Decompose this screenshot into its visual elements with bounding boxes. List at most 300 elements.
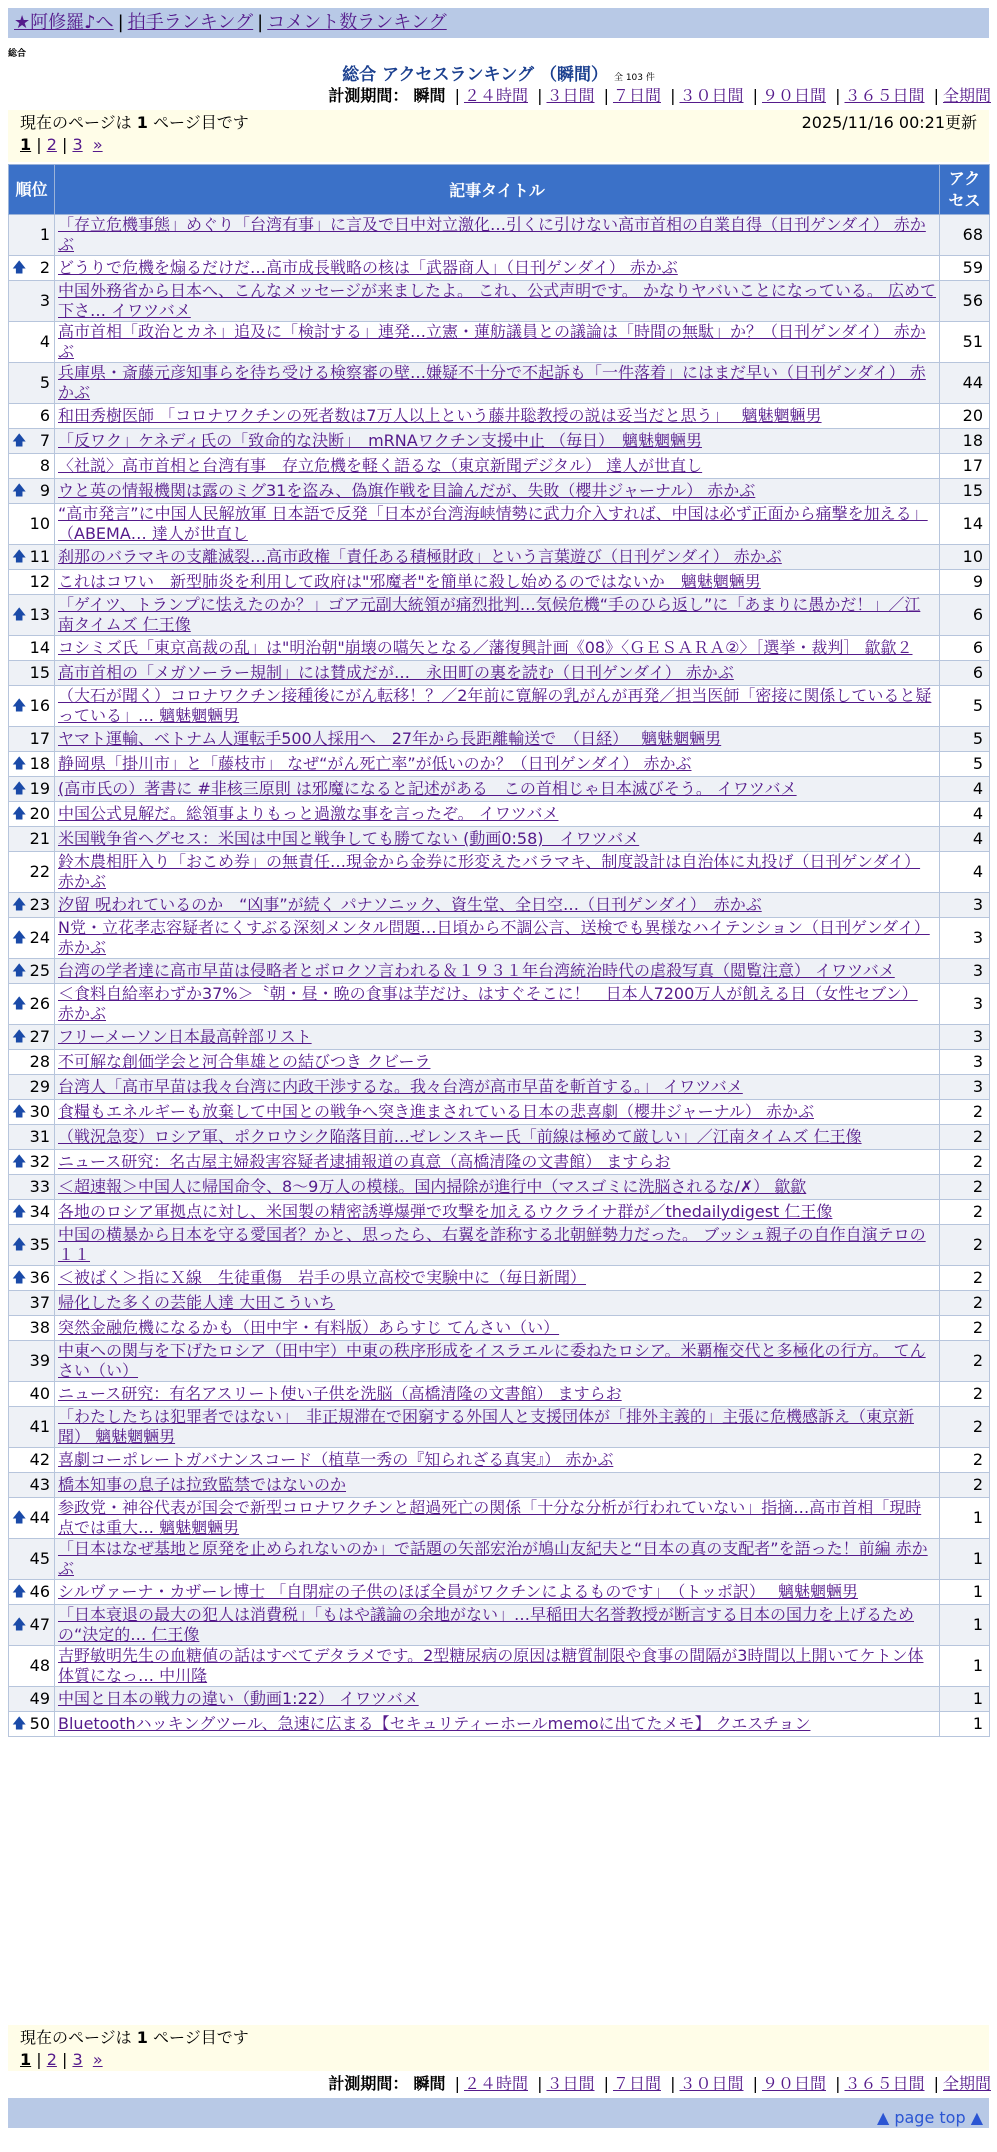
access-count: 3 bbox=[940, 959, 990, 984]
period-link-30d[interactable]: ３０日間 bbox=[679, 86, 744, 105]
rank-cell bbox=[9, 404, 55, 429]
arrow-up-icon: 🡅 bbox=[12, 756, 27, 772]
access-count: 5 bbox=[940, 752, 990, 777]
rank-number: 18 bbox=[29, 754, 50, 773]
rank-cell bbox=[9, 1075, 55, 1100]
table-row bbox=[9, 1382, 990, 1407]
article-link[interactable]: ＜被ばく＞指にＸ線 生徒重傷 岩手の県立高校で実験中に（毎日新聞） bbox=[58, 1268, 587, 1287]
article-link[interactable]: 中国と日本の戦力の違い（動画1:22） イワツバメ bbox=[58, 1689, 419, 1708]
title-cell bbox=[55, 1473, 940, 1498]
article-link[interactable]: 「ゲイツ、トランプに怯えたのか？」ゴア元副大統領が痛烈批判…気候危機“手のひら返し”に「あまりに愚かだ！」／江南タイムズ 仁王像 bbox=[58, 595, 921, 634]
access-count: 3 bbox=[940, 1025, 990, 1050]
rank-number: 11 bbox=[29, 547, 50, 566]
rank-number: 10 bbox=[29, 514, 50, 533]
table-row bbox=[9, 1225, 990, 1266]
article-link[interactable]: どうりで危機を煽るだけだ…高市成長戦略の核は「武器商人」（日刊ゲンダイ） 赤かぶ bbox=[58, 258, 678, 277]
title-cell bbox=[55, 752, 940, 777]
rank-cell bbox=[9, 918, 55, 959]
arrow-up-icon: 🡅 bbox=[12, 1716, 27, 1732]
rank-cell bbox=[9, 727, 55, 752]
arrow-up-icon: 🡅 bbox=[12, 1617, 27, 1633]
access-count: 6 bbox=[940, 595, 990, 636]
rank-cell bbox=[9, 827, 55, 852]
article-link[interactable]: 不可解な創価学会と河合隼雄との結びつき クビーラ bbox=[58, 1052, 431, 1071]
rank-cell bbox=[9, 661, 55, 686]
access-count: 6 bbox=[940, 636, 990, 661]
rank-number: 21 bbox=[29, 829, 50, 848]
article-link[interactable]: コシミズ氏「東京高裁の乱」は"明治朝"崩壊の嚆矢となる／藩復興計画《08》〈ＧＥＳＡＲＡ②〉［選挙・裁判］ 歙歙２ bbox=[58, 638, 913, 657]
article-link[interactable]: 鈴木農相肝入り「おこめ券」の無責任…現金から金券に形変えたバラマキ、制度設計は自治体に丸投げ（日刊ゲンダイ） 赤かぶ bbox=[58, 852, 921, 891]
rank-cell bbox=[9, 1382, 55, 1407]
access-count: 3 bbox=[940, 984, 990, 1025]
clap-ranking-link[interactable]: 拍手ランキング bbox=[127, 12, 254, 33]
arrow-up-icon: 🡅 bbox=[12, 930, 27, 946]
arrow-up-icon: 🡅 bbox=[12, 1270, 27, 1286]
article-link[interactable]: ＜超速報＞中国人に帰国命令、8〜9万人の模様。国内掃除が進行中（マスゴミに洗脳されるな/✗） 歙歙 bbox=[58, 1177, 807, 1196]
title-cell bbox=[55, 1316, 940, 1341]
period-separator: | bbox=[670, 86, 676, 105]
ranking-title-text: 総合 アクセスランキング （瞬間） bbox=[342, 65, 608, 85]
rank-cell bbox=[9, 1316, 55, 1341]
table-row bbox=[9, 545, 990, 570]
comment-ranking-link[interactable]: コメント数ランキング bbox=[267, 12, 447, 33]
col-access-header bbox=[940, 165, 990, 215]
period-separator: | bbox=[835, 2074, 841, 2093]
title-cell bbox=[55, 1539, 940, 1580]
table-row bbox=[9, 1539, 990, 1580]
table-row bbox=[9, 1050, 990, 1075]
table-row bbox=[9, 636, 990, 661]
rank-cell bbox=[9, 363, 55, 404]
period-separator: | bbox=[454, 86, 460, 105]
period-separator: | bbox=[603, 86, 609, 105]
rank-number: 30 bbox=[29, 1102, 50, 1121]
access-count: 2 bbox=[940, 1407, 990, 1448]
article-link[interactable]: ウと英の情報機関は露のミグ31を盗み、偽旗作戦を目論んだが、失敗（櫻井ジャーナル） 赤かぶ bbox=[58, 481, 756, 500]
rank-cell bbox=[9, 545, 55, 570]
rank-cell bbox=[9, 429, 55, 454]
rank-number: 2 bbox=[39, 258, 50, 277]
arrow-up-icon: 🡅 bbox=[12, 1237, 27, 1253]
article-link[interactable]: 中国外務省から日本へ、こんなメッセージが来ましたよ。 これ、公式声明です。 かなりヤバいことになっている。 広めて下さ… イワツバメ bbox=[58, 281, 936, 320]
rank-number: 48 bbox=[29, 1656, 50, 1675]
article-link[interactable]: 高市首相の「メガソーラー規制」には賛成だが… 永田町の裏を読む（日刊ゲンダイ） 赤かぶ bbox=[58, 663, 734, 682]
table-row bbox=[9, 215, 990, 256]
rank-cell bbox=[9, 1498, 55, 1539]
rank-number: 41 bbox=[29, 1417, 50, 1436]
title-cell bbox=[55, 1580, 940, 1605]
period-link-all[interactable]: 全期間 bbox=[942, 86, 991, 105]
rank-number: 5 bbox=[39, 373, 50, 392]
access-count: 2 bbox=[940, 1125, 990, 1150]
article-link[interactable]: 台湾人「高市早苗は我々台湾に内政干渉するな。我々台湾が高市早苗を斬首する。」 イワツバメ bbox=[58, 1077, 743, 1096]
access-count: 2 bbox=[940, 1473, 990, 1498]
period-separator: | bbox=[603, 2074, 609, 2093]
title-cell bbox=[55, 215, 940, 256]
article-link[interactable]: 汐留 呪われているのか “凶事”が続く パナソニック、資生堂、全日空…（日刊ゲンダイ） 赤かぶ bbox=[58, 895, 762, 914]
page-next-link[interactable]: » bbox=[92, 135, 103, 154]
article-link[interactable]: 「反ワク」ケネディ氏の「致命的な決断」 mRNAワクチン支援中止 （毎日） 魑魅魍魎男 bbox=[58, 431, 702, 450]
article-link[interactable]: 吉野敏明先生の血糖値の話はすべてデタラメです。2型糖尿病の原因は糖質制限や食事の間隔が3時間以上開いてケトン体体質になっ… 中川隆 bbox=[58, 1646, 924, 1685]
access-count: 5 bbox=[940, 727, 990, 752]
table-row bbox=[9, 479, 990, 504]
col-title-header: 記事タイトル bbox=[55, 165, 940, 215]
article-link[interactable]: これはコワい 新型肺炎を利用して政府は"邪魔者"を簡単に殺し始めるのではないか 魑魅魍魎男 bbox=[58, 572, 761, 591]
arrow-up-icon: 🡅 bbox=[12, 781, 27, 797]
period-link-365d[interactable]: ３６５日間 bbox=[844, 2074, 925, 2093]
title-cell bbox=[55, 256, 940, 281]
table-row bbox=[9, 984, 990, 1025]
rank-number: 19 bbox=[29, 779, 50, 798]
article-link[interactable]: 突然金融危機になるかも（田中宇・有料版）あらすじ てんさい（い） bbox=[58, 1318, 560, 1337]
article-link[interactable]: 「存立危機事態」めぐり「台湾有事」に言及で日中対立激化…引くに引けない高市首相の自業自得（日刊ゲンダイ） 赤かぶ bbox=[58, 215, 926, 254]
article-link[interactable]: 兵庫県・斎藤元彦知事らを待ち受ける検察審の壁…嫌疑不十分で不起訴も「一件落着」にはまだ早い（日刊ゲンダイ） 赤かぶ bbox=[58, 363, 926, 402]
rank-number: 29 bbox=[29, 1077, 50, 1096]
rank-number: 20 bbox=[29, 804, 50, 823]
table-row bbox=[9, 1448, 990, 1473]
title-cell bbox=[55, 1175, 940, 1200]
article-link[interactable]: 「日本はなぜ基地と原発を止められないのか」で話題の矢部宏治が鳩山友紀夫と“日本の真の支配者”を語った！前編 赤かぶ bbox=[58, 1539, 928, 1578]
title-cell bbox=[55, 570, 940, 595]
ranking-body bbox=[9, 215, 990, 1737]
page-link-2[interactable]: 2 bbox=[46, 2050, 57, 2069]
title-cell bbox=[55, 1605, 940, 1646]
title-cell bbox=[55, 661, 940, 686]
rank-number: 1 bbox=[39, 225, 50, 244]
rank-cell bbox=[9, 215, 55, 256]
rank-number: 46 bbox=[29, 1582, 50, 1601]
period-current: 瞬間 bbox=[413, 86, 446, 105]
rank-cell bbox=[9, 802, 55, 827]
article-link[interactable]: シルヴァーナ・カザーレ博士 「自閉症の子供のほぼ全員がワクチンによるものです」 （トッポ訳） 魑魅魍魎男 bbox=[58, 1582, 859, 1601]
table-row bbox=[9, 281, 990, 322]
title-cell bbox=[55, 636, 940, 661]
rank-cell bbox=[9, 1448, 55, 1473]
footer-bar bbox=[8, 2098, 989, 2128]
page-top bbox=[877, 2108, 983, 2127]
article-link[interactable]: 各地のロシア軍拠点に対し、米国製の精密誘導爆弾で攻撃を加えるウクライナ群が／thedailydigest 仁王像 bbox=[58, 1202, 833, 1221]
arrow-up-icon: 🡅 bbox=[12, 260, 27, 276]
article-link[interactable]: ニュース研究：有名アスリート使い子供を洗脳（高橋清隆の文書館） ますらお bbox=[58, 1384, 622, 1403]
rank-number: 8 bbox=[39, 456, 50, 475]
title-cell bbox=[55, 1341, 940, 1382]
pager-bottom bbox=[8, 2025, 989, 2071]
access-count: 2 bbox=[940, 1341, 990, 1382]
access-count: 4 bbox=[940, 802, 990, 827]
rank-cell bbox=[9, 1225, 55, 1266]
title-cell bbox=[55, 984, 940, 1025]
rank-number: 50 bbox=[29, 1714, 50, 1733]
arrow-up-icon: 🡅 bbox=[12, 1584, 27, 1600]
rank-number: 4 bbox=[39, 332, 50, 351]
access-count: 17 bbox=[940, 454, 990, 479]
access-count: 44 bbox=[940, 363, 990, 404]
title-cell bbox=[55, 363, 940, 404]
rank-number: 12 bbox=[29, 572, 50, 591]
access-count: 4 bbox=[940, 777, 990, 802]
rank-number: 26 bbox=[29, 994, 50, 1013]
period-link-24h[interactable]: ２４時間 bbox=[463, 2074, 528, 2093]
rank-cell bbox=[9, 1687, 55, 1712]
access-count: 1 bbox=[940, 1712, 990, 1737]
article-link[interactable]: （戦況急変）ロシア軍、ポクロウシク陥落目前…ゼレンスキー氏「前線は極めて厳しい」／江南タイムズ 仁王像 bbox=[58, 1127, 862, 1146]
article-link[interactable]: 和田秀樹医師 「コロナワクチンの死者数は7万人以上という藤井聡教授の説は妥当だと思う」 魑魅魍魎男 bbox=[58, 406, 822, 425]
title-cell bbox=[55, 595, 940, 636]
rank-number: 24 bbox=[29, 928, 50, 947]
table-row bbox=[9, 1200, 990, 1225]
rank-number: 27 bbox=[29, 1027, 50, 1046]
period-link-7d[interactable]: ７日間 bbox=[612, 2074, 661, 2093]
title-cell bbox=[55, 1266, 940, 1291]
table-row bbox=[9, 1407, 990, 1448]
access-count: 2 bbox=[940, 1291, 990, 1316]
rank-cell bbox=[9, 1125, 55, 1150]
table-row bbox=[9, 504, 990, 545]
pager-top bbox=[8, 110, 989, 162]
period-link-7d[interactable]: ７日間 bbox=[612, 86, 661, 105]
page-link-2[interactable]: 2 bbox=[46, 135, 57, 154]
page-top-link[interactable]: ▲ page top ▲ bbox=[876, 2108, 983, 2127]
rank-cell bbox=[9, 777, 55, 802]
rank-cell bbox=[9, 281, 55, 322]
title-cell bbox=[55, 1150, 940, 1175]
page-status-number: 1 bbox=[136, 2028, 148, 2047]
rank-cell bbox=[9, 1175, 55, 1200]
article-link[interactable]: 帰化した多くの芸能人達 大田こういち bbox=[58, 1293, 336, 1312]
access-count: 1 bbox=[940, 1605, 990, 1646]
table-row bbox=[9, 893, 990, 918]
rank-cell bbox=[9, 1150, 55, 1175]
arrow-up-icon: 🡅 bbox=[12, 963, 27, 979]
title-cell bbox=[55, 1687, 940, 1712]
access-count: 1 bbox=[940, 1539, 990, 1580]
arrow-up-icon: 🡅 bbox=[12, 996, 27, 1012]
rank-number: 47 bbox=[29, 1615, 50, 1634]
table-row bbox=[9, 918, 990, 959]
access-count: 18 bbox=[940, 429, 990, 454]
access-count: 2 bbox=[940, 1200, 990, 1225]
period-separator: | bbox=[537, 2074, 543, 2093]
rank-number: 38 bbox=[29, 1318, 50, 1337]
article-link[interactable]: N党・立花孝志容疑者にくすぶる深刻メンタル問題…日頃から不調公言、送検でも異様なハイテンション（日刊ゲンダイ） 赤かぶ bbox=[58, 918, 930, 957]
title-cell bbox=[55, 479, 940, 504]
page-status-number: 1 bbox=[136, 113, 148, 132]
table-row bbox=[9, 1473, 990, 1498]
rank-number: 3 bbox=[39, 291, 50, 310]
rank-cell bbox=[9, 1473, 55, 1498]
table-row bbox=[9, 1175, 990, 1200]
article-link[interactable]: （大石が聞く）コロナワクチン接種後にがん転移！？／2年前に寛解の乳がんが再発／担当医師「密接に関係していると疑っている」… 魑魅魍魎男 bbox=[58, 686, 932, 725]
title-cell bbox=[55, 1646, 940, 1687]
page-status-prefix: 現在のページは bbox=[20, 2028, 132, 2047]
access-count: 3 bbox=[940, 893, 990, 918]
nav-separator: | bbox=[257, 12, 264, 33]
page-current: 1 bbox=[20, 135, 32, 154]
article-link[interactable]: 〈社説〉高市首相と台湾有事 存立危機を軽く語るな（東京新聞デジタル） 達人が世直し bbox=[58, 456, 703, 475]
rank-cell bbox=[9, 1407, 55, 1448]
page-link-3[interactable]: 3 bbox=[72, 135, 83, 154]
rank-cell bbox=[9, 1266, 55, 1291]
period-link-24h[interactable]: ２４時間 bbox=[463, 86, 528, 105]
access-count: 2 bbox=[940, 1225, 990, 1266]
access-count: 2 bbox=[940, 1316, 990, 1341]
period-link-90d[interactable]: ９０日間 bbox=[761, 86, 826, 105]
table-row bbox=[9, 1150, 990, 1175]
period-link-30d[interactable]: ３０日間 bbox=[679, 2074, 744, 2093]
rank-cell bbox=[9, 636, 55, 661]
rank-cell bbox=[9, 1539, 55, 1580]
article-link[interactable]: 橋本知事の息子は拉致監禁ではないのか bbox=[58, 1475, 347, 1494]
article-link[interactable]: 刹那のバラマキの支離滅裂…高市政権「責任ある積極財政」という言葉遊び（日刊ゲンダイ） 赤かぶ bbox=[58, 547, 782, 566]
access-count: 20 bbox=[940, 404, 990, 429]
article-link[interactable]: 「日本衰退の最大の犯人は消費税」「もはや議論の余地がない」…早稲田大名誉教授が断言する日本の国力を上げるための“決定的… 仁王像 bbox=[58, 1605, 915, 1644]
rank-cell bbox=[9, 1580, 55, 1605]
period-link-3d[interactable]: ３日間 bbox=[546, 2074, 595, 2093]
rank-number: 35 bbox=[29, 1235, 50, 1254]
access-count: 59 bbox=[940, 256, 990, 281]
rank-number: 36 bbox=[29, 1268, 50, 1287]
article-link[interactable]: 喜劇コーポレートガバナンスコード（植草一秀の『知られざる真実』） 赤かぶ bbox=[58, 1450, 614, 1469]
title-cell bbox=[55, 404, 940, 429]
title-cell bbox=[55, 545, 940, 570]
article-link[interactable]: 「わたしたちは犯罪者ではない」 非正規滞在で困窮する外国人と支援団体が「排外主義的」主張に危機感訴え（東京新聞） 魑魅魍魎男 bbox=[58, 1407, 915, 1446]
title-cell bbox=[55, 827, 940, 852]
arrow-up-icon: 🡅 bbox=[12, 607, 27, 623]
rank-number: 40 bbox=[29, 1384, 50, 1403]
arrow-up-icon: 🡅 bbox=[12, 1104, 27, 1120]
article-link[interactable]: Bluetoothハッキングツール、急速に広まる【セキュリティーホールmemoに出てたメモ】 クエスチョン bbox=[58, 1714, 811, 1733]
arrow-up-icon: 🡅 bbox=[12, 1204, 27, 1220]
arrow-up-icon: 🡅 bbox=[12, 433, 27, 449]
table-header-row bbox=[9, 165, 990, 215]
arrow-up-icon: 🡅 bbox=[12, 1154, 27, 1170]
title-cell bbox=[55, 504, 940, 545]
table-row bbox=[9, 1341, 990, 1382]
page-status-prefix: 現在のページは bbox=[20, 113, 132, 132]
table-row bbox=[9, 827, 990, 852]
title-cell bbox=[55, 1025, 940, 1050]
title-cell bbox=[55, 1225, 940, 1266]
rank-number: 14 bbox=[29, 638, 50, 657]
period-separator: | bbox=[752, 2074, 758, 2093]
rank-number: 42 bbox=[29, 1450, 50, 1469]
rank-number: 39 bbox=[29, 1351, 50, 1370]
rank-cell bbox=[9, 1050, 55, 1075]
rank-cell bbox=[9, 893, 55, 918]
rank-cell bbox=[9, 1200, 55, 1225]
page-status-suffix: ページ目です bbox=[153, 113, 249, 132]
table-row bbox=[9, 1100, 990, 1125]
access-count: 6 bbox=[940, 661, 990, 686]
table-row bbox=[9, 959, 990, 984]
table-row bbox=[9, 570, 990, 595]
col-rank-header bbox=[9, 165, 55, 215]
title-cell bbox=[55, 918, 940, 959]
table-row bbox=[9, 322, 990, 363]
article-link[interactable]: “高市発言”に中国人民解放軍 日本語で反発「日本が台湾海峡情勢に武力介入すれば、中国は必ず正面から痛撃を加える」（ABEMA… 達人が世直し bbox=[58, 504, 928, 543]
article-link[interactable]: ニュース研究：名古屋主婦殺害容疑者逮捕報道の真意（高橋清隆の文書館） ますらお bbox=[58, 1152, 671, 1171]
col-access-label: アクセス bbox=[948, 168, 981, 210]
article-link[interactable]: 台湾の学者達に高市早苗は侵略者とボロクソ言われる＆１９３１年台湾統治時代の虐殺写真（閲覧注意） イワツバメ bbox=[58, 961, 895, 980]
rank-number: 45 bbox=[29, 1549, 50, 1568]
period-link-90d[interactable]: ９０日間 bbox=[761, 2074, 826, 2093]
period-separator: | bbox=[454, 2074, 460, 2093]
access-count: 9 bbox=[940, 570, 990, 595]
rank-number: 32 bbox=[29, 1152, 50, 1171]
ranking-table bbox=[8, 164, 990, 1737]
title-cell bbox=[55, 686, 940, 727]
access-count: 14 bbox=[940, 504, 990, 545]
title-cell bbox=[55, 1050, 940, 1075]
period-link-3d[interactable]: ３日間 bbox=[546, 86, 595, 105]
page-next-link[interactable]: » bbox=[92, 2050, 103, 2069]
title-cell bbox=[55, 727, 940, 752]
article-link[interactable]: 静岡県「掛川市」と「藤枝市」 なぜ“がん死亡率”が低いのか？（日刊ゲンダイ） 赤かぶ bbox=[58, 754, 692, 773]
title-cell bbox=[55, 1291, 940, 1316]
article-link[interactable]: 中国公式見解だ。総領事よりもっと過激な事を言ったぞ。 イワツバメ bbox=[58, 804, 559, 823]
table-row bbox=[9, 429, 990, 454]
title-cell bbox=[55, 1448, 940, 1473]
access-count: 2 bbox=[940, 1100, 990, 1125]
rank-number: 44 bbox=[29, 1508, 50, 1527]
rank-cell bbox=[9, 1605, 55, 1646]
access-count: 3 bbox=[940, 918, 990, 959]
article-link[interactable]: 中東への関与を下げたロシア（田中宇）中東の秩序形成をイスラエルに委ねたロシア。米覇権交代と多極化の行方。 てんさい（い） bbox=[58, 1341, 926, 1380]
article-link[interactable]: 中国の横暴から日本を守る愛国者？かと、思ったら、右翼を詐称する北朝鮮勢力だった。 ブッシュ親子の自作自演テロの１１ bbox=[58, 1225, 926, 1264]
table-row bbox=[9, 852, 990, 893]
article-link[interactable]: ＜食料自給率わずか37%＞〝朝・昼・晩の食事は芋だけ〟はすぐそこに！ 日本人7200万人が飢える日（女性セブン） 赤かぶ bbox=[58, 984, 918, 1023]
ranking-title bbox=[0, 60, 997, 85]
access-count: 10 bbox=[940, 545, 990, 570]
article-link[interactable]: 参政党・神谷代表が国会で新型コロナワクチンと超過死亡の関係「十分な分析が行われていない」指摘…高市首相「現時点では重大… 魑魅魍魎男 bbox=[58, 1498, 922, 1537]
article-link[interactable]: 食糧もエネルギーも放棄して中国との戦争へ突き進まされている日本の悲喜劇（櫻井ジャーナル） 赤かぶ bbox=[58, 1102, 814, 1121]
access-count: 2 bbox=[940, 1382, 990, 1407]
title-cell bbox=[55, 893, 940, 918]
title-cell bbox=[55, 1125, 940, 1150]
table-row bbox=[9, 686, 990, 727]
arrow-up-icon: 🡅 bbox=[12, 549, 27, 565]
article-link[interactable]: 米国戦争省ヘグセス：米国は中国と戦争しても勝てない (動画0:58) イワツバメ bbox=[58, 829, 640, 848]
table-row bbox=[9, 363, 990, 404]
arrow-up-icon: 🡅 bbox=[12, 1510, 27, 1526]
table-row bbox=[9, 1646, 990, 1687]
article-link[interactable]: 高市首相「政治とカネ」追及に「検討する」連発…立憲・蓮舫議員との議論は「時間の無駄」か？（日刊ゲンダイ） 赤かぶ bbox=[58, 322, 926, 361]
access-count: 1 bbox=[940, 1580, 990, 1605]
title-cell bbox=[55, 959, 940, 984]
period-link-365d[interactable]: ３６５日間 bbox=[844, 86, 925, 105]
page-link-3[interactable]: 3 bbox=[72, 2050, 83, 2069]
home-link[interactable]: ★阿修羅♪へ bbox=[14, 12, 114, 33]
period-current: 瞬間 bbox=[413, 2074, 446, 2093]
access-count: 5 bbox=[940, 686, 990, 727]
table-row bbox=[9, 727, 990, 752]
rank-number: 25 bbox=[29, 961, 50, 980]
period-separator: | bbox=[933, 86, 939, 105]
title-cell bbox=[55, 1382, 940, 1407]
rank-number: 34 bbox=[29, 1202, 50, 1221]
article-link[interactable]: ヤマト運輸、ベトナム人運転手500人採用へ 27年から長距離輸送で （日経） 魑魅魍魎男 bbox=[58, 729, 722, 748]
col-rank-label: 順位 bbox=[15, 179, 48, 199]
rank-number: 33 bbox=[29, 1177, 50, 1196]
rank-number: 49 bbox=[29, 1689, 50, 1708]
table-row bbox=[9, 1266, 990, 1291]
rank-number: 15 bbox=[29, 663, 50, 682]
article-link[interactable]: フリーメーソン日本最高幹部リスト bbox=[58, 1027, 312, 1046]
article-link[interactable]: (高市氏の）著書に #非核三原則 は邪魔になると記述がある この首相じゃ日本滅びそう。 イワツバメ bbox=[58, 779, 797, 798]
rank-cell bbox=[9, 595, 55, 636]
period-link-all[interactable]: 全期間 bbox=[942, 2074, 991, 2093]
table-row bbox=[9, 1712, 990, 1737]
